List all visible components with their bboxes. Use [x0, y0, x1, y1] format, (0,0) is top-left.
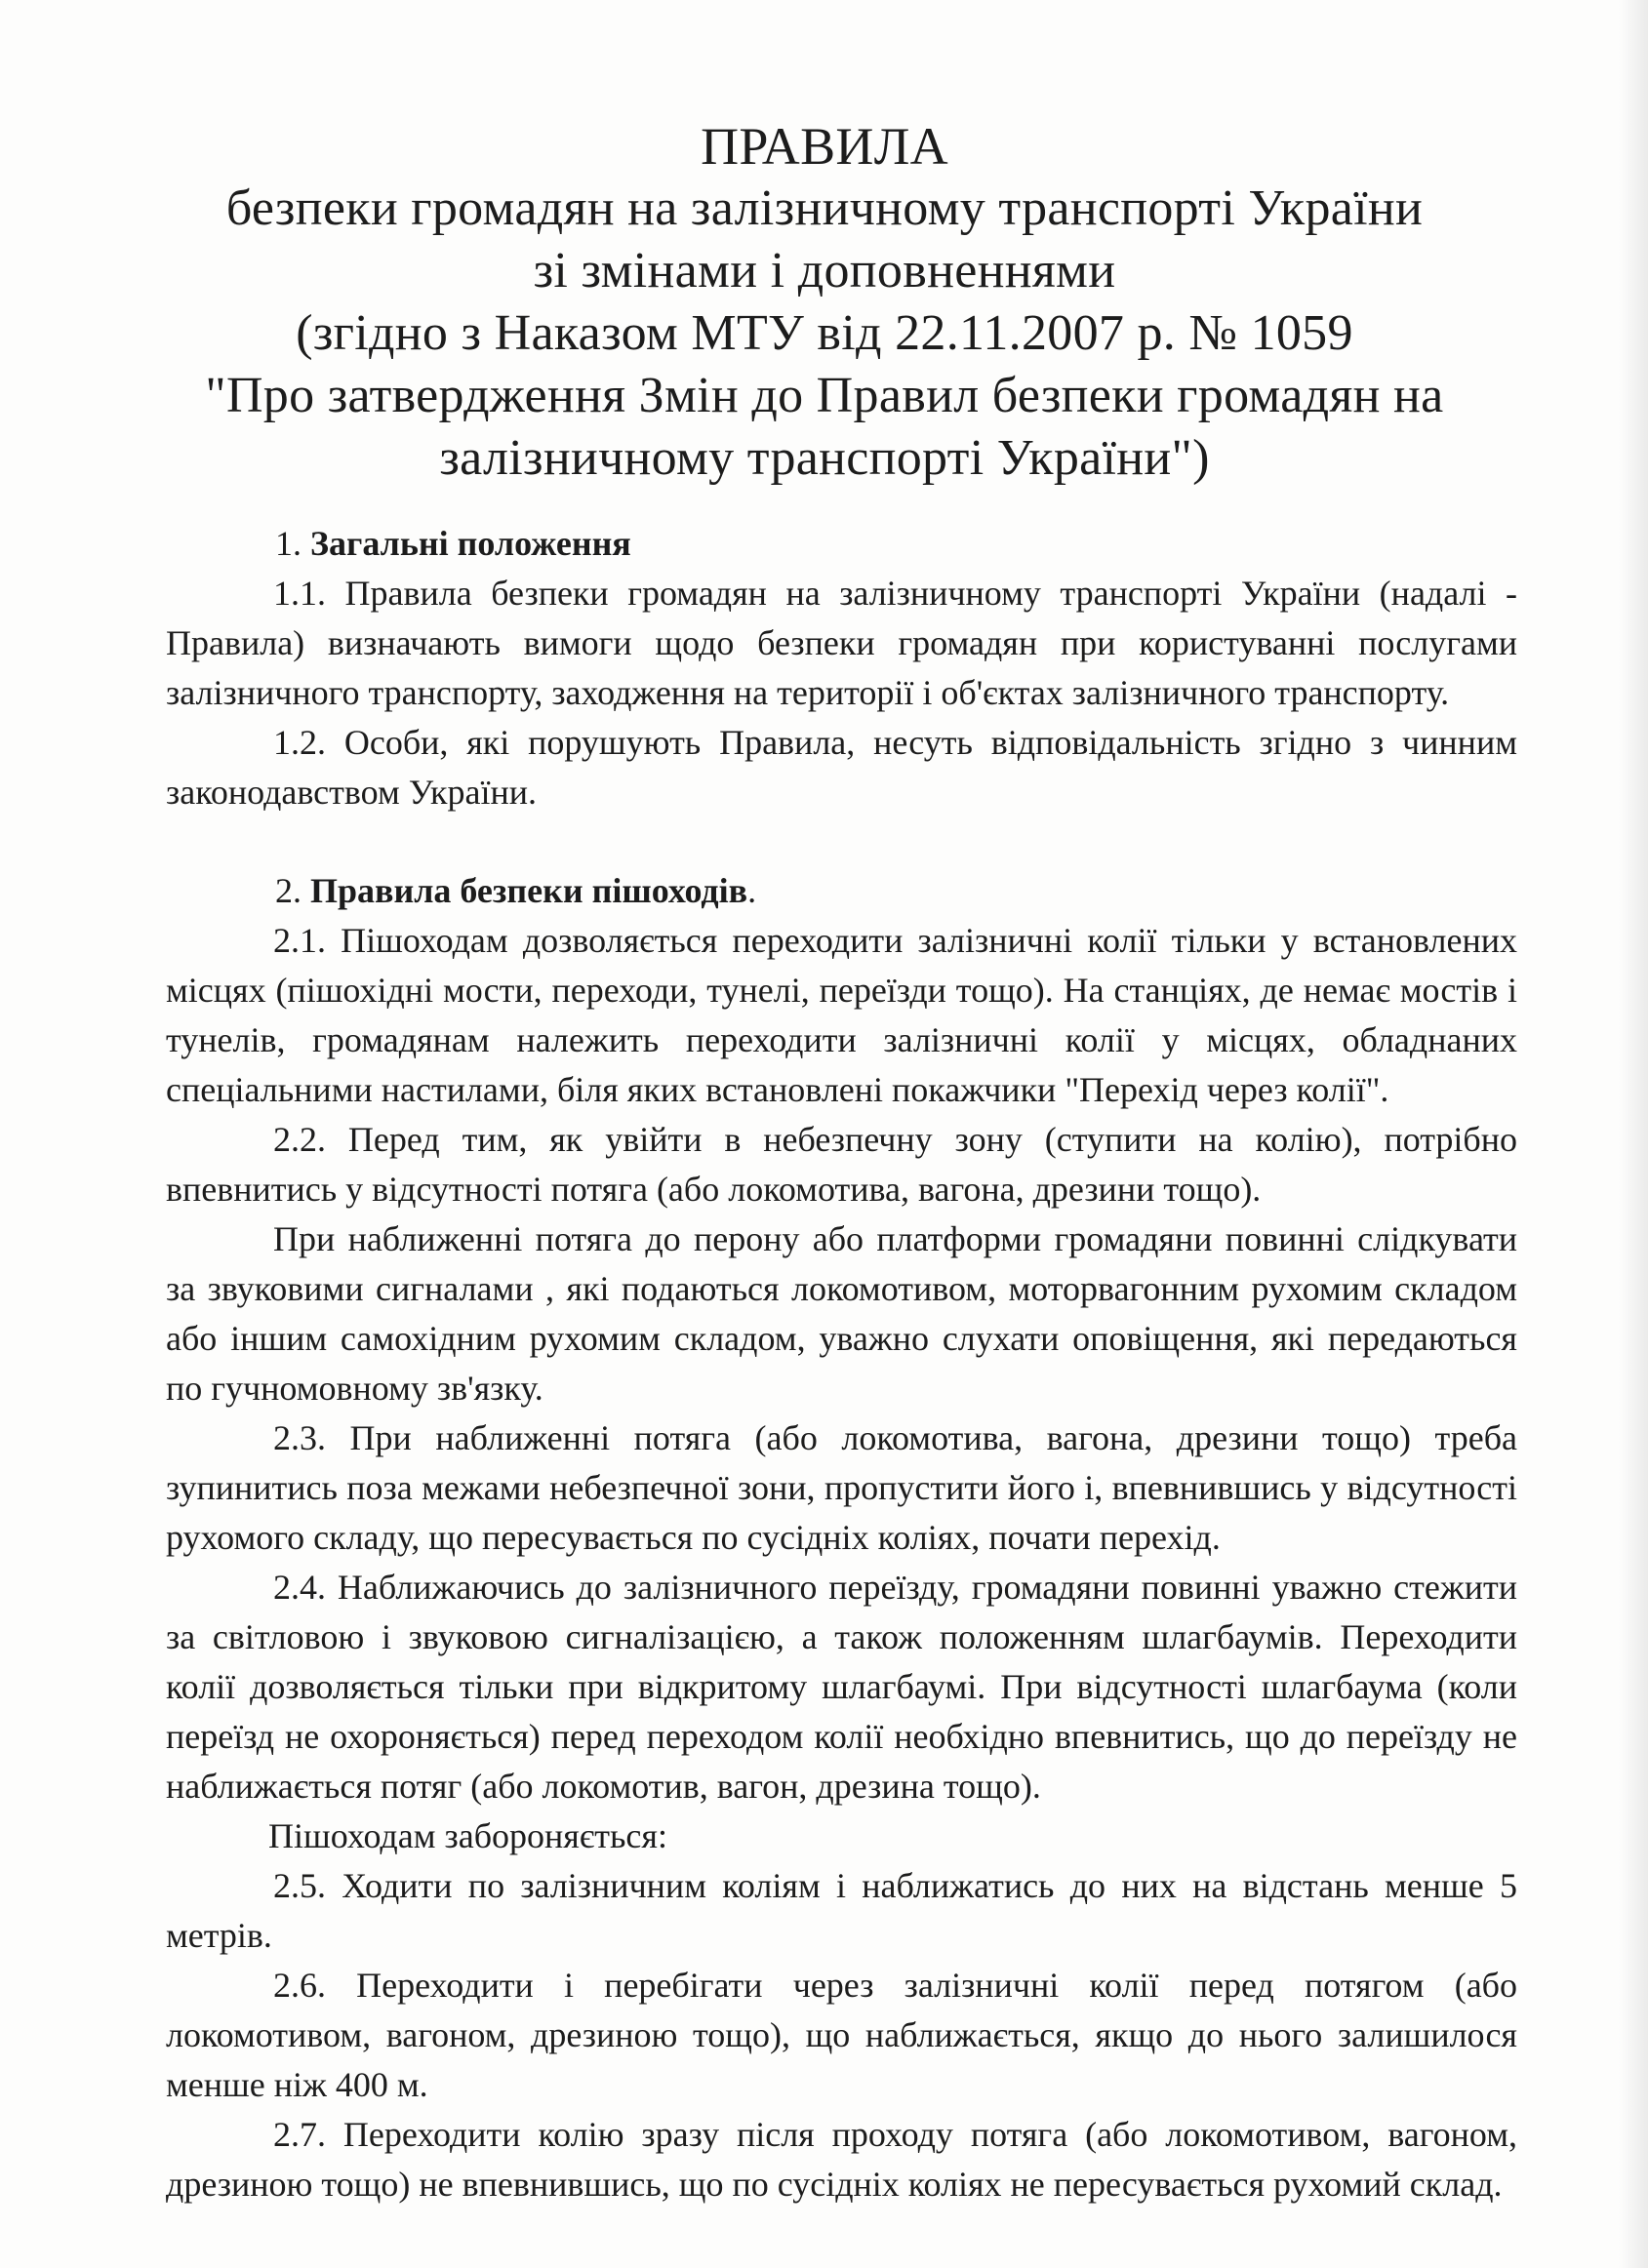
- subtitle-line: "Про затвердження Змін до Правил безпеки громадян на: [205, 368, 1444, 423]
- document-body: [166, 519, 1517, 2209]
- subtitle-line: залізничному транспорті України"): [439, 430, 1210, 486]
- subtitle-line: зі змінами і доповненнями: [533, 243, 1116, 298]
- paragraph-1-1: 1.1. Правила безпеки громадян на залізничному транспорті України (надалі - Правила) визначають вимоги щодо безпеки громадян при користуванні послугами залізничного транспорту, заходження на території і об'єктах залізничного транспорту.: [166, 574, 1517, 712]
- paragraph-2-2: 2.2. Перед тим, як увійти в небезпечну зону (ступити на колію), потрібно впевнитись у відсутності потяга (або локомотива, вагона, дрезини тощо).: [166, 1120, 1517, 1209]
- subtitle-line: безпеки громадян на залізничному транспорті України: [225, 180, 1424, 236]
- paragraph-2-5: 2.5. Ходити по залізничним коліям і наближатись до них на відстань менше 5 метрів.: [166, 1866, 1517, 1955]
- paragraph-2-2-cont: При наближенні потяга до перону або платформи громадяни повинні слідкувати за звуковими сигналами , які подаються локомотивом, моторвагонним рухомим складом або іншим самохідним рухомим складом, уважно слухати оповіщення, які передаються по гучномовному зв'язку.: [166, 1219, 1517, 1408]
- paragraph-2-6: 2.6. Переходити і перебігати через залізничні колії перед потягом (або локомотивом, вагоном, дрезиною тощо), що наближається, якщо до нього залишилося менше ніж 400 м.: [166, 1966, 1517, 2104]
- section-number: 1.: [275, 524, 301, 563]
- paragraph-1-2: 1.2. Особи, які порушують Правила, несуть відповідальність згідно з чинним законодавством України.: [166, 723, 1517, 812]
- section-heading: [166, 519, 1517, 569]
- paragraph-2-7: 2.7. Переходити колію зразу після проходу потяга (або локомотивом, вагоном, дрезиною тощо) не впевнившись, що по сусідніх коліях не пересувається рухомий склад.: [166, 2115, 1517, 2204]
- title-block: [176, 115, 1473, 490]
- section-title: Правила безпеки пішоходів: [310, 871, 748, 910]
- prohibitions-intro: Пішоходам забороняється:: [268, 1816, 667, 1855]
- subtitle-line: (згідно з Наказом МТУ від 22.11.2007 р. № 1059: [296, 305, 1353, 361]
- section-title-suffix: .: [747, 871, 757, 910]
- section-gap: [166, 817, 1517, 866]
- section-number: 2.: [275, 871, 301, 910]
- paragraph-2-1: 2.1. Пішоходам дозволяється переходити залізничні колії тільки у встановлених місцях (пішохідні мости, переходи, тунелі, переїзди тощо). На станціях, де немає мостів і тунелів, громадянам належить переходити залізничні колії у місцях, обладнаних спеціальними настилами, біля яких встановлені покажчики "Перехід через колії".: [166, 921, 1517, 1109]
- document-title: ПРАВИЛА: [701, 117, 948, 176]
- page-edge-shadow: [1619, 0, 1648, 2268]
- paragraph-2-3: 2.3. При наближенні потяга (або локомотива, вагона, дрезини тощо) треба зупинитись поза межами небезпечної зони, пропустити його і, впевнившись у відсутності рухомого складу, що пересувається по сусідніх коліях, почати перехід.: [166, 1418, 1517, 1557]
- paragraph-2-4: 2.4. Наближаючись до залізничного переїзду, громадяни повинні уважно стежити за світловою і звуковою сигналізацією, а також положенням шлагбаумів. Переходити колії дозволяється тільки при відкритому шлагбаумі. При відсутності шлагбаума (коли переїзд не охороняється) перед переходом колії необхідно впевнитись, що до переїзду не наближається потяг (або локомотив, вагон, дрезина тощо).: [166, 1568, 1517, 1806]
- section-heading: [166, 866, 1517, 916]
- section-title: Загальні положення: [310, 524, 631, 563]
